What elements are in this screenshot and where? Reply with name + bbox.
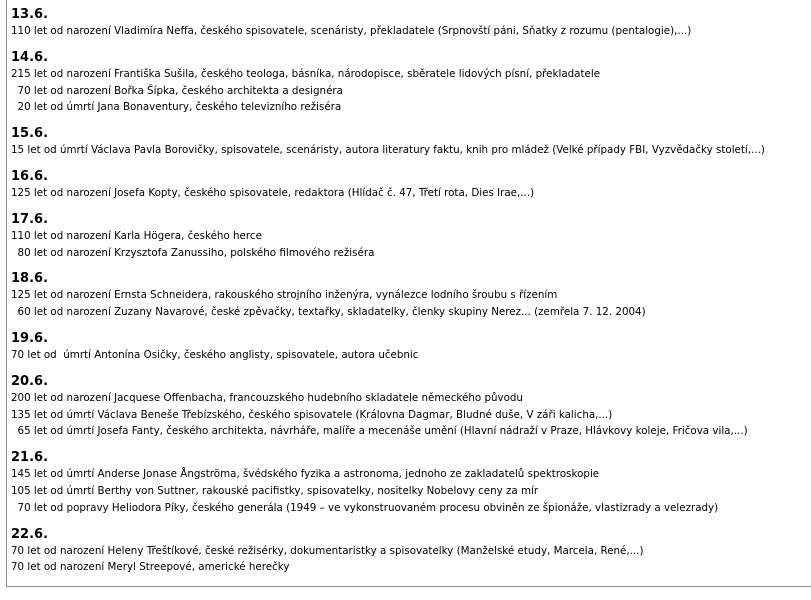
date-section — [11, 211, 809, 262]
anniversary-entry: 110 let od narození Karla Högera, českého herce — [11, 229, 262, 242]
anniversary-entry: 105 let od úmrtí Berthy von Suttner, rakouské pacifistky, spisovatelky, nositelky Nobelovy ceny za mír — [11, 484, 539, 497]
anniversary-entry: 125 let od narození Ernsta Schneidera, rakouského strojního inženýra, vynálezce lodního šroubu s řízením — [11, 289, 558, 302]
date-heading: 18.6. — [11, 271, 49, 287]
date-section — [11, 125, 809, 159]
date-section — [11, 49, 809, 116]
anniversary-entry: 70 let od popravy Heliodora Píky, českého generála (1949 – ve vykonstruovaném procesu obviněn ze špionáže, vlastizrady a velezrady) — [11, 501, 719, 514]
date-section — [11, 6, 809, 40]
date-section — [11, 449, 809, 516]
date-section — [11, 168, 809, 202]
anniversary-entry: 215 let od narození Františka Sušila, českého teologa, básníka, národopisce, sběratele lidových písní, překladatele — [11, 67, 601, 80]
anniversary-entry: 70 let od narození Heleny Třeštíkové, české režisérky, dokumentaristky a spisovatelky (Manželské etudy, Marcela, René,...) — [11, 544, 644, 557]
date-section — [11, 373, 809, 440]
anniversary-entry: 70 let od narození Meryl Streepové, americké herečky — [11, 561, 290, 574]
anniversary-entry: 60 let od narození Zuzany Navarové, české zpěvačky, textařky, skladatelky, členky skupiny Nerez... (zemřela 7. 12. 2004) — [11, 306, 646, 319]
anniversary-entry: 70 let od narození Bořka Šípka, českého architekta a designéra — [11, 84, 343, 97]
anniversary-entry: 80 let od narození Krzysztofa Zanussiho, polského filmového režiséra — [11, 246, 375, 259]
anniversary-entry: 110 let od narození Vladimíra Neffa, českého spisovatele, scenáristy, překladatele (Srpnovští páni, Sňatky z rozumu (pentalogie),...) — [11, 25, 692, 37]
date-heading: 15.6. — [11, 126, 49, 142]
anniversary-list — [11, 6, 809, 576]
anniversary-entry: 70 let od úmrtí Antonína Osičky, českého anglisty, spisovatele, autora učebnic — [11, 348, 419, 361]
date-heading: 22.6. — [11, 526, 49, 542]
anniversary-entry: 20 let od úmrtí Jana Bonaventury, českého televizního režiséra — [11, 101, 342, 114]
anniversary-entry: 125 let od narození Josefa Kopty, českého spisovatele, redaktora (Hlídač č. 47, Třetí rota, Dies Irae,...) — [11, 186, 535, 199]
anniversary-entry: 15 let od úmrtí Václava Pavla Borovičky, spisovatele, scenáristy, autora literatury faktu, knih pro mládež (Velké případy FBI, Vyzvědačky století,...) — [11, 144, 765, 157]
date-heading: 14.6. — [11, 49, 49, 65]
anniversary-entry: 145 let od úmrtí Anderse Jonase Ångströma, švédského fyzika a astronoma, jednoho ze zakladatelů spektroskopie — [11, 468, 600, 481]
date-heading: 20.6. — [11, 373, 49, 389]
date-heading: 19.6. — [11, 330, 49, 346]
date-heading: 13.6. — [11, 7, 49, 22]
date-section — [11, 526, 809, 577]
date-section — [11, 270, 809, 321]
anniversary-entry: 200 let od narození Jacquese Offenbacha, francouzského hudebního skladatele německého původu — [11, 391, 523, 404]
date-heading: 17.6. — [11, 211, 49, 227]
date-heading: 16.6. — [11, 168, 49, 184]
anniversary-entry: 65 let od úmrtí Josefa Fanty, českého architekta, návrháře, malíře a mecenáše umění (Hlavní nádraží v Praze, Hlávkovy koleje, Fričova vila,...) — [11, 425, 748, 438]
date-heading: 21.6. — [11, 450, 49, 466]
date-section — [11, 330, 809, 364]
anniversary-entry: 135 let od úmrtí Václava Beneše Třebízského, českého spisovatele (Královna Dagmar, Bludné duše, V záři kalicha,...) — [11, 408, 613, 421]
